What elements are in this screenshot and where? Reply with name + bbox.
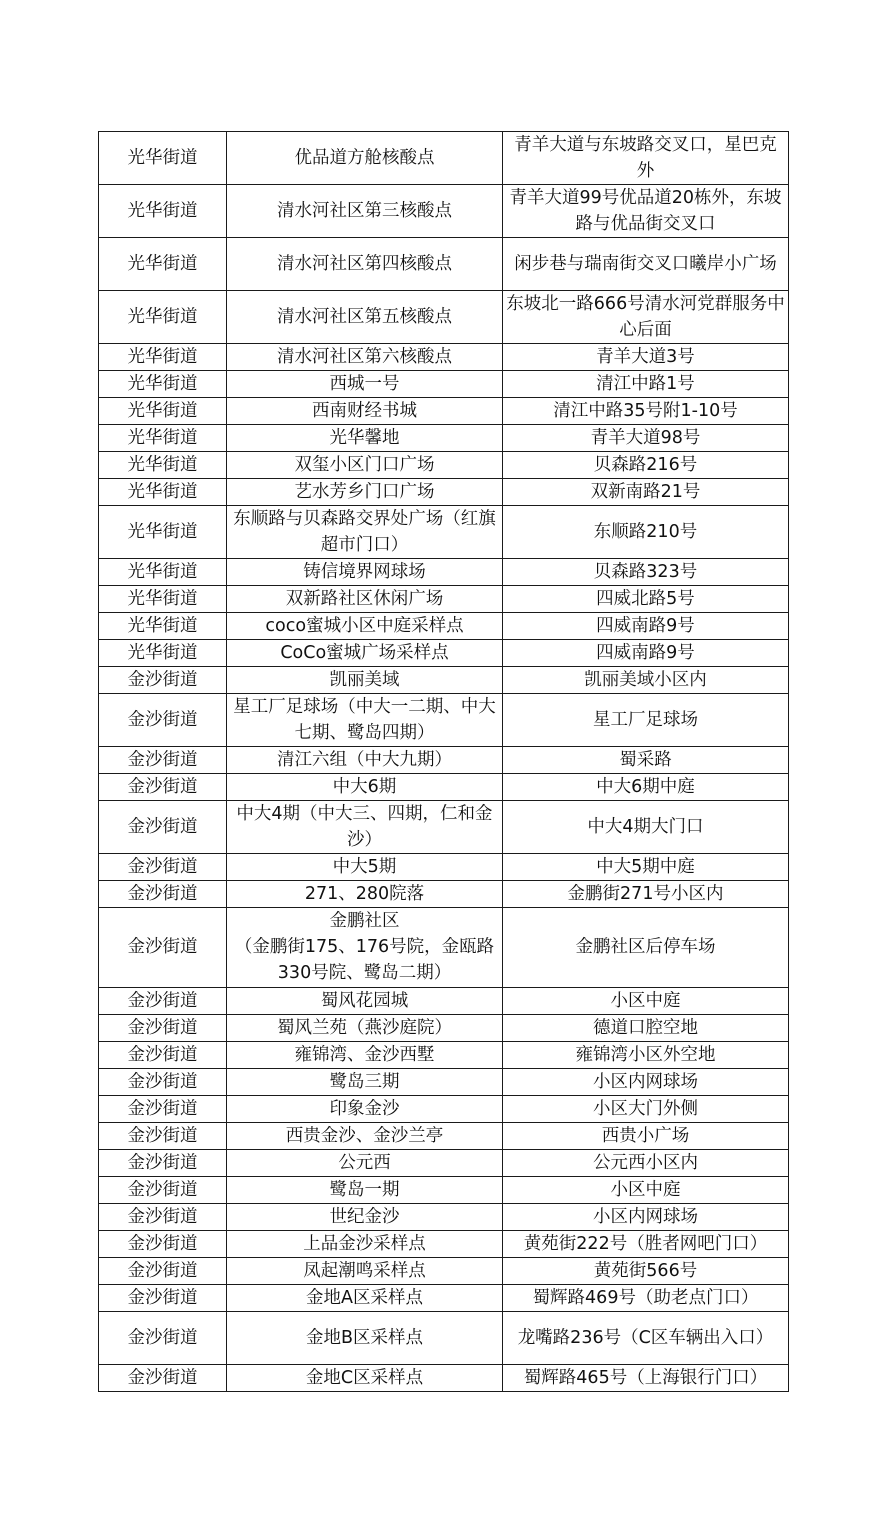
street-cell: 金沙街道 bbox=[99, 1311, 227, 1364]
address-cell: 中大6期中庭 bbox=[503, 774, 789, 801]
table-row bbox=[99, 801, 789, 854]
street-cell: 金沙街道 bbox=[99, 1149, 227, 1176]
address-cell: 凯丽美域小区内 bbox=[503, 667, 789, 694]
address-cell: 公元西小区内 bbox=[503, 1149, 789, 1176]
site-name-cell: 印象金沙 bbox=[227, 1095, 503, 1122]
table-body bbox=[99, 132, 789, 1392]
table-row bbox=[99, 1230, 789, 1257]
address-cell: 双新南路21号 bbox=[503, 479, 789, 506]
address-cell: 黄苑街566号 bbox=[503, 1257, 789, 1284]
street-cell: 光华街道 bbox=[99, 640, 227, 667]
table-row bbox=[99, 774, 789, 801]
address-cell: 西贵小广场 bbox=[503, 1122, 789, 1149]
table-row bbox=[99, 1014, 789, 1041]
site-name-cell: 优品道方舱核酸点 bbox=[227, 132, 503, 185]
address-cell: 蜀采路 bbox=[503, 747, 789, 774]
table-row bbox=[99, 506, 789, 559]
table-row bbox=[99, 479, 789, 506]
address-cell: 青羊大道98号 bbox=[503, 425, 789, 452]
site-name-cell: 清水河社区第四核酸点 bbox=[227, 238, 503, 291]
table-row bbox=[99, 1364, 789, 1391]
site-name-cell: 凤起潮鸣采样点 bbox=[227, 1257, 503, 1284]
street-cell: 金沙街道 bbox=[99, 694, 227, 747]
address-cell: 东顺路210号 bbox=[503, 506, 789, 559]
table-row bbox=[99, 640, 789, 667]
site-name-cell: 上品金沙采样点 bbox=[227, 1230, 503, 1257]
address-cell: 闲步巷与瑞南街交叉口曦岸小广场 bbox=[503, 238, 789, 291]
street-cell: 光华街道 bbox=[99, 371, 227, 398]
table-row bbox=[99, 132, 789, 185]
address-cell: 金鹏街271号小区内 bbox=[503, 881, 789, 908]
site-name-cell: 西南财经书城 bbox=[227, 398, 503, 425]
street-cell: 金沙街道 bbox=[99, 1364, 227, 1391]
table-row bbox=[99, 586, 789, 613]
street-cell: 光华街道 bbox=[99, 586, 227, 613]
table-row bbox=[99, 1257, 789, 1284]
site-name-cell: 清水河社区第三核酸点 bbox=[227, 185, 503, 238]
address-cell: 小区内网球场 bbox=[503, 1203, 789, 1230]
table-row bbox=[99, 291, 789, 344]
street-cell: 金沙街道 bbox=[99, 747, 227, 774]
street-cell: 金沙街道 bbox=[99, 1068, 227, 1095]
street-cell: 金沙街道 bbox=[99, 1014, 227, 1041]
address-cell: 青羊大道与东坡路交叉口，星巴克外 bbox=[503, 132, 789, 185]
address-cell: 雍锦湾小区外空地 bbox=[503, 1041, 789, 1068]
street-cell: 金沙街道 bbox=[99, 1257, 227, 1284]
site-name-cell: 金鹏社区 （金鹏街175、176号院，金瓯路330号院、鹭岛二期） bbox=[227, 908, 503, 988]
site-name-cell: 鹭岛一期 bbox=[227, 1176, 503, 1203]
street-cell: 金沙街道 bbox=[99, 1122, 227, 1149]
address-cell: 中大4期大门口 bbox=[503, 801, 789, 854]
table-row bbox=[99, 747, 789, 774]
site-name-cell: 公元西 bbox=[227, 1149, 503, 1176]
street-cell: 金沙街道 bbox=[99, 1203, 227, 1230]
street-cell: 光华街道 bbox=[99, 132, 227, 185]
street-cell: 光华街道 bbox=[99, 238, 227, 291]
site-name-cell: 金地A区采样点 bbox=[227, 1284, 503, 1311]
site-name-cell: 世纪金沙 bbox=[227, 1203, 503, 1230]
table-row bbox=[99, 613, 789, 640]
table-row bbox=[99, 667, 789, 694]
address-cell: 贝森路323号 bbox=[503, 559, 789, 586]
street-cell: 光华街道 bbox=[99, 398, 227, 425]
address-cell: 蜀辉路469号（助老点门口） bbox=[503, 1284, 789, 1311]
table-row bbox=[99, 371, 789, 398]
site-name-cell: 清水河社区第六核酸点 bbox=[227, 344, 503, 371]
table-row bbox=[99, 344, 789, 371]
table-row bbox=[99, 559, 789, 586]
address-cell: 小区内网球场 bbox=[503, 1068, 789, 1095]
site-name-cell: 东顺路与贝森路交界处广场（红旗超市门口） bbox=[227, 506, 503, 559]
table-row bbox=[99, 987, 789, 1014]
table-row bbox=[99, 1176, 789, 1203]
site-name-cell: 西贵金沙、金沙兰亭 bbox=[227, 1122, 503, 1149]
table-row bbox=[99, 1203, 789, 1230]
address-cell: 小区中庭 bbox=[503, 1176, 789, 1203]
site-name-cell: 271、280院落 bbox=[227, 881, 503, 908]
table-row bbox=[99, 238, 789, 291]
site-name-cell: 清水河社区第五核酸点 bbox=[227, 291, 503, 344]
table-row bbox=[99, 185, 789, 238]
street-cell: 光华街道 bbox=[99, 452, 227, 479]
street-cell: 金沙街道 bbox=[99, 854, 227, 881]
address-cell: 小区大门外侧 bbox=[503, 1095, 789, 1122]
site-name-cell: 中大6期 bbox=[227, 774, 503, 801]
street-cell: 金沙街道 bbox=[99, 1095, 227, 1122]
site-name-cell: 星工厂足球场（中大一二期、中大七期、鹭岛四期） bbox=[227, 694, 503, 747]
site-name-cell: 中大5期 bbox=[227, 854, 503, 881]
address-cell: 青羊大道99号优品道20栋外，东坡路与优品街交叉口 bbox=[503, 185, 789, 238]
table-row bbox=[99, 1041, 789, 1068]
address-cell: 青羊大道3号 bbox=[503, 344, 789, 371]
street-cell: 光华街道 bbox=[99, 185, 227, 238]
address-cell: 清江中路1号 bbox=[503, 371, 789, 398]
site-name-cell: 光华馨地 bbox=[227, 425, 503, 452]
table-row bbox=[99, 398, 789, 425]
street-cell: 金沙街道 bbox=[99, 1041, 227, 1068]
site-name-cell: 西城一号 bbox=[227, 371, 503, 398]
street-cell: 光华街道 bbox=[99, 506, 227, 559]
address-cell: 星工厂足球场 bbox=[503, 694, 789, 747]
site-name-cell: CoCo蜜城广场采样点 bbox=[227, 640, 503, 667]
street-cell: 光华街道 bbox=[99, 425, 227, 452]
table-row bbox=[99, 452, 789, 479]
address-cell: 金鹏社区后停车场 bbox=[503, 908, 789, 988]
table-row bbox=[99, 1284, 789, 1311]
table-row bbox=[99, 1149, 789, 1176]
table-row bbox=[99, 1122, 789, 1149]
sampling-sites-table bbox=[98, 131, 789, 1392]
address-cell: 四威南路9号 bbox=[503, 613, 789, 640]
street-cell: 光华街道 bbox=[99, 291, 227, 344]
table-row bbox=[99, 1068, 789, 1095]
address-cell: 中大5期中庭 bbox=[503, 854, 789, 881]
site-name-cell: 双新路社区休闲广场 bbox=[227, 586, 503, 613]
street-cell: 金沙街道 bbox=[99, 801, 227, 854]
site-name-cell: 金地C区采样点 bbox=[227, 1364, 503, 1391]
address-cell: 四威北路5号 bbox=[503, 586, 789, 613]
site-name-cell: 金地B区采样点 bbox=[227, 1311, 503, 1364]
address-cell: 德道口腔空地 bbox=[503, 1014, 789, 1041]
site-name-cell: 艺水芳乡门口广场 bbox=[227, 479, 503, 506]
site-name-cell: 铸信境界网球场 bbox=[227, 559, 503, 586]
address-cell: 清江中路35号附1-10号 bbox=[503, 398, 789, 425]
address-cell: 龙嘴路236号（C区车辆出入口） bbox=[503, 1311, 789, 1364]
site-name-cell: 雍锦湾、金沙西墅 bbox=[227, 1041, 503, 1068]
table-row bbox=[99, 908, 789, 988]
street-cell: 金沙街道 bbox=[99, 1230, 227, 1257]
table-row bbox=[99, 1095, 789, 1122]
street-cell: 金沙街道 bbox=[99, 667, 227, 694]
street-cell: 光华街道 bbox=[99, 613, 227, 640]
site-name-cell: 双玺小区门口广场 bbox=[227, 452, 503, 479]
street-cell: 光华街道 bbox=[99, 344, 227, 371]
address-cell: 四威南路9号 bbox=[503, 640, 789, 667]
street-cell: 金沙街道 bbox=[99, 1284, 227, 1311]
site-name-cell: 鹭岛三期 bbox=[227, 1068, 503, 1095]
address-cell: 蜀辉路465号（上海银行门口） bbox=[503, 1364, 789, 1391]
address-cell: 东坡北一路666号清水河党群服务中心后面 bbox=[503, 291, 789, 344]
site-name-cell: 中大4期（中大三、四期，仁和金沙） bbox=[227, 801, 503, 854]
street-cell: 金沙街道 bbox=[99, 1176, 227, 1203]
site-name-cell: 蜀风花园城 bbox=[227, 987, 503, 1014]
table-row bbox=[99, 1311, 789, 1364]
table-row bbox=[99, 854, 789, 881]
street-cell: 金沙街道 bbox=[99, 881, 227, 908]
table-row bbox=[99, 881, 789, 908]
address-cell: 贝森路216号 bbox=[503, 452, 789, 479]
site-name-cell: 清江六组（中大九期） bbox=[227, 747, 503, 774]
street-cell: 光华街道 bbox=[99, 479, 227, 506]
table-row bbox=[99, 425, 789, 452]
site-name-cell: 凯丽美域 bbox=[227, 667, 503, 694]
street-cell: 光华街道 bbox=[99, 559, 227, 586]
site-name-cell: 蜀风兰苑（燕沙庭院） bbox=[227, 1014, 503, 1041]
site-name-cell: coco蜜城小区中庭采样点 bbox=[227, 613, 503, 640]
table-row bbox=[99, 694, 789, 747]
street-cell: 金沙街道 bbox=[99, 774, 227, 801]
address-cell: 黄苑街222号（胜者网吧门口） bbox=[503, 1230, 789, 1257]
address-cell: 小区中庭 bbox=[503, 987, 789, 1014]
street-cell: 金沙街道 bbox=[99, 908, 227, 988]
street-cell: 金沙街道 bbox=[99, 987, 227, 1014]
